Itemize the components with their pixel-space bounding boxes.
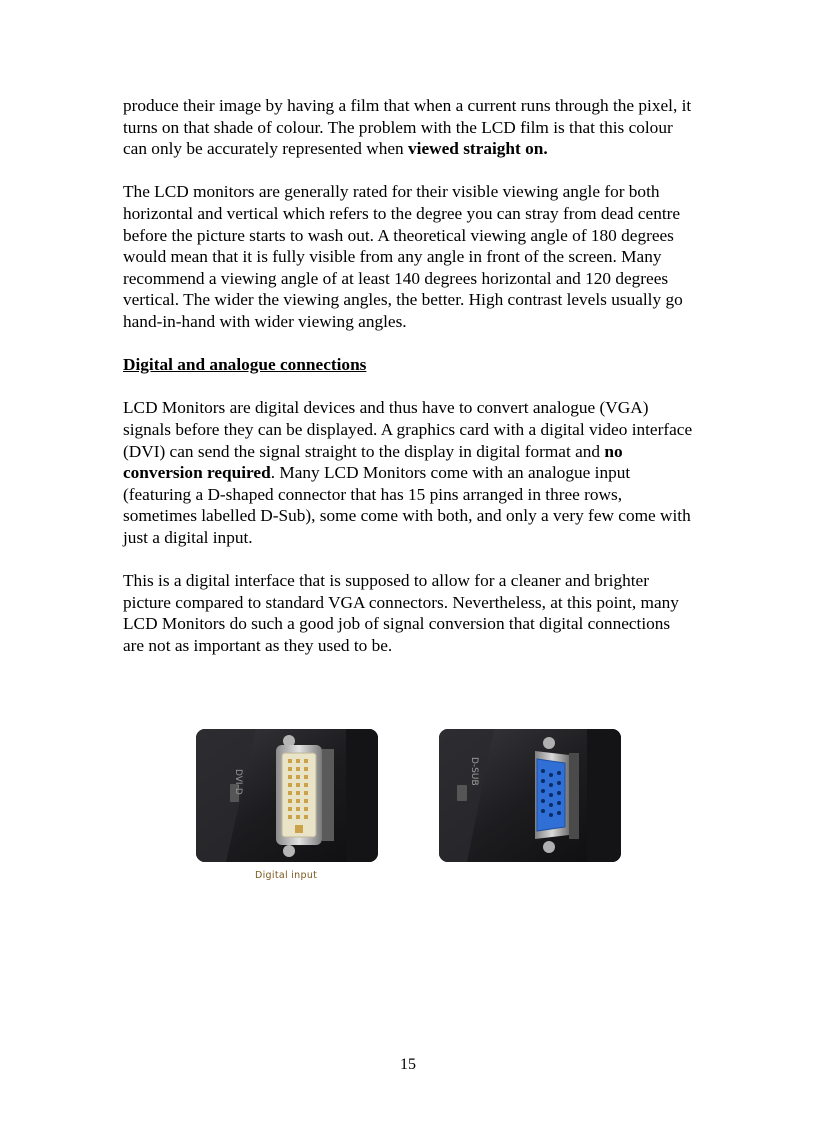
page-body — [123, 95, 695, 656]
page-number: 15 — [400, 1056, 416, 1073]
paragraph-connections-bold: no conversion required — [123, 441, 623, 483]
dvi-connector-illustration — [196, 729, 378, 862]
image-caption: Digital input — [255, 870, 318, 881]
paragraph-digital-interface: This is a digital interface that is supposed to allow for a cleaner and brighter picture compared to standard VGA connectors. Nevertheless, at this point, many LCD Monitors do such a good job of signal conversion that digital connections are not as important as they used to be. — [123, 571, 679, 655]
paragraph-viewing-angle: The LCD monitors are generally rated for their visible viewing angle for both horizontal and vertical which refers to the degree you can stray from dead centre before the picture starts to wash out. A theoretical viewing angle of 180 degrees would mean that it is fully visible from any angle in front of the screen. Many recommend a viewing angle of at least 140 degrees horizontal and 120 degrees vertical. The wider the viewing angles, the better. High contrast levels usually go hand-in-hand with wider viewing angles. — [123, 182, 683, 331]
paragraph-connections-text: LCD Monitors are digital devices and thus have to convert analogue (VGA) signals before they can be displayed. A graphics card with a digital video interface (DVI) can send the signal straight to the display in digital format and — [123, 398, 693, 461]
dvi-connector-photo — [196, 729, 378, 862]
dsub-port-label: D-SUB — [469, 757, 479, 786]
dvi-port-label: DVI-D — [233, 769, 243, 795]
dsub-connector-illustration — [439, 729, 621, 862]
paragraph-lcd-film — [123, 95, 695, 160]
paragraph-lcd-film-text: produce their image by having a film that when a current runs through the pixel, it turns on that shade of colour. The problem with the LCD film is that this colour can only be accurately represented when — [123, 96, 692, 159]
section-heading: Digital and analogue connections — [123, 355, 367, 375]
paragraph-connections — [123, 397, 695, 548]
paragraph-connections-text-after: . Many LCD Monitors come with an analogue input (featuring a D-shaped connector that has 15 pins arranged in three rows, sometimes labelled D-Sub), some come with both, and only a very few come with just a digital input. — [123, 463, 691, 547]
paragraph-lcd-film-bold: viewed straight on. — [408, 139, 548, 159]
dsub-connector-photo — [439, 729, 621, 862]
